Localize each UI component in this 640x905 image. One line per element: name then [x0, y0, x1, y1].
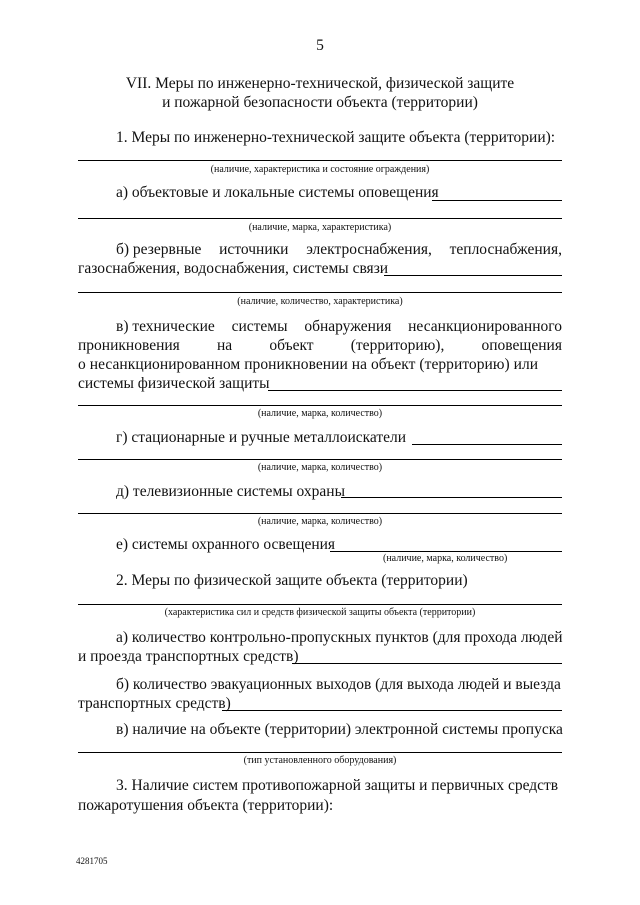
item2-v-field-line [78, 752, 562, 753]
caption-g: (наличие, марка, количество) [257, 462, 383, 473]
item1-heading: 1. Меры по инженерно-технической защите объекта (территории): [116, 129, 556, 146]
item1-b-word: теплоснабжения, [449, 241, 562, 258]
item1-b-field-line-2 [78, 292, 562, 293]
item1-b-word: источники [219, 241, 289, 258]
item1-v-word: проникновения [78, 337, 180, 354]
item2-b-line1: б) количество эвакуационных выходов (для выхода людей и выезда [116, 676, 561, 693]
item1-v-word: (территорию), [350, 337, 445, 354]
item1-v-word: обнаружения [304, 318, 392, 335]
item1-b-line2: газоснабжения, водоснабжения, системы связи [78, 260, 389, 277]
item2-a-line2: и проезда транспортных средств) [78, 648, 299, 665]
caption-forces: (характеристика сил и средств физической защиты объекта (территории) [164, 607, 476, 618]
item1-b-line1 [116, 240, 562, 260]
item1-g-label: г) стационарные и ручные металлоискатели [116, 429, 407, 446]
caption-b: (наличие, количество, характеристика) [237, 296, 403, 307]
item2-a-field-line [292, 663, 562, 664]
item2-b-field-line [222, 710, 562, 711]
item1-e-label: е) системы охранного освещения [116, 536, 336, 553]
item1-v-line3: о несанкционированном проникновении на объект (территорию) или [78, 356, 539, 373]
item1-g-field-line-2 [78, 459, 562, 460]
item1-g-field-line [412, 444, 562, 445]
item1-d-label: д) телевизионные системы охраны [116, 483, 345, 500]
item1-a-label: а) объектовые и локальные системы оповещения [116, 184, 439, 201]
section-title-line2: и пожарной безопасности объекта (территории) [162, 94, 478, 111]
section-title-line1: VII. Меры по инженерно-технической, физической защите [125, 75, 515, 92]
item1-v-line4: системы физической защиты [78, 375, 270, 392]
item1-v-field-line-2 [78, 405, 562, 406]
item1-b-word: б) резервные [116, 241, 202, 258]
caption-a: (наличие, марка, характеристика) [248, 222, 392, 233]
item1-d-field-line-2 [78, 513, 562, 514]
item1-v-word: в) технические [116, 318, 215, 335]
item1-v-line2 [78, 336, 562, 356]
caption-equipment: (тип установленного оборудования) [243, 755, 397, 766]
item1-a-field-line-2 [78, 218, 562, 219]
item1-b-field-line [384, 275, 562, 276]
item1-e-field-line [330, 551, 562, 552]
item1-v-word: на [216, 337, 233, 354]
caption-e: (наличие, марка, количество) [383, 553, 508, 564]
item2-b-line2: транспортных средств) [78, 695, 231, 712]
item2-heading: 2. Меры по физической защите объекта (территории) [116, 572, 468, 589]
item1-a-field-line [432, 200, 562, 201]
item1-v-word: оповещения [481, 337, 562, 354]
item1-v-word: несанкционированного [408, 318, 562, 335]
item1-d-field-line [341, 497, 562, 498]
item2-a-line1: а) количество контрольно-пропускных пунктов (для прохода людей [116, 629, 563, 646]
forces-field-line [78, 604, 562, 605]
document-number: 4281705 [76, 856, 108, 866]
fence-field-line [78, 160, 562, 161]
item3-line1: 3. Наличие систем противопожарной защиты и первичных средств [116, 777, 559, 794]
item2-v-line1: в) наличие на объекте (территории) электронной системы пропуска [116, 721, 563, 738]
caption-v: (наличие, марка, количество) [257, 408, 383, 419]
item1-v-word: объект [269, 337, 314, 354]
caption-d: (наличие, марка, количество) [257, 516, 383, 527]
item3-line2: пожаротушения объекта (территории): [78, 797, 334, 814]
page-number: 5 [316, 37, 324, 54]
item1-v-word: системы [231, 318, 288, 335]
item1-b-word: электроснабжения, [306, 241, 432, 258]
item1-v-line1 [116, 317, 562, 337]
caption-fence: (наличие, характеристика и состояние ограждения) [210, 164, 430, 175]
item1-v-field-line [268, 390, 562, 391]
